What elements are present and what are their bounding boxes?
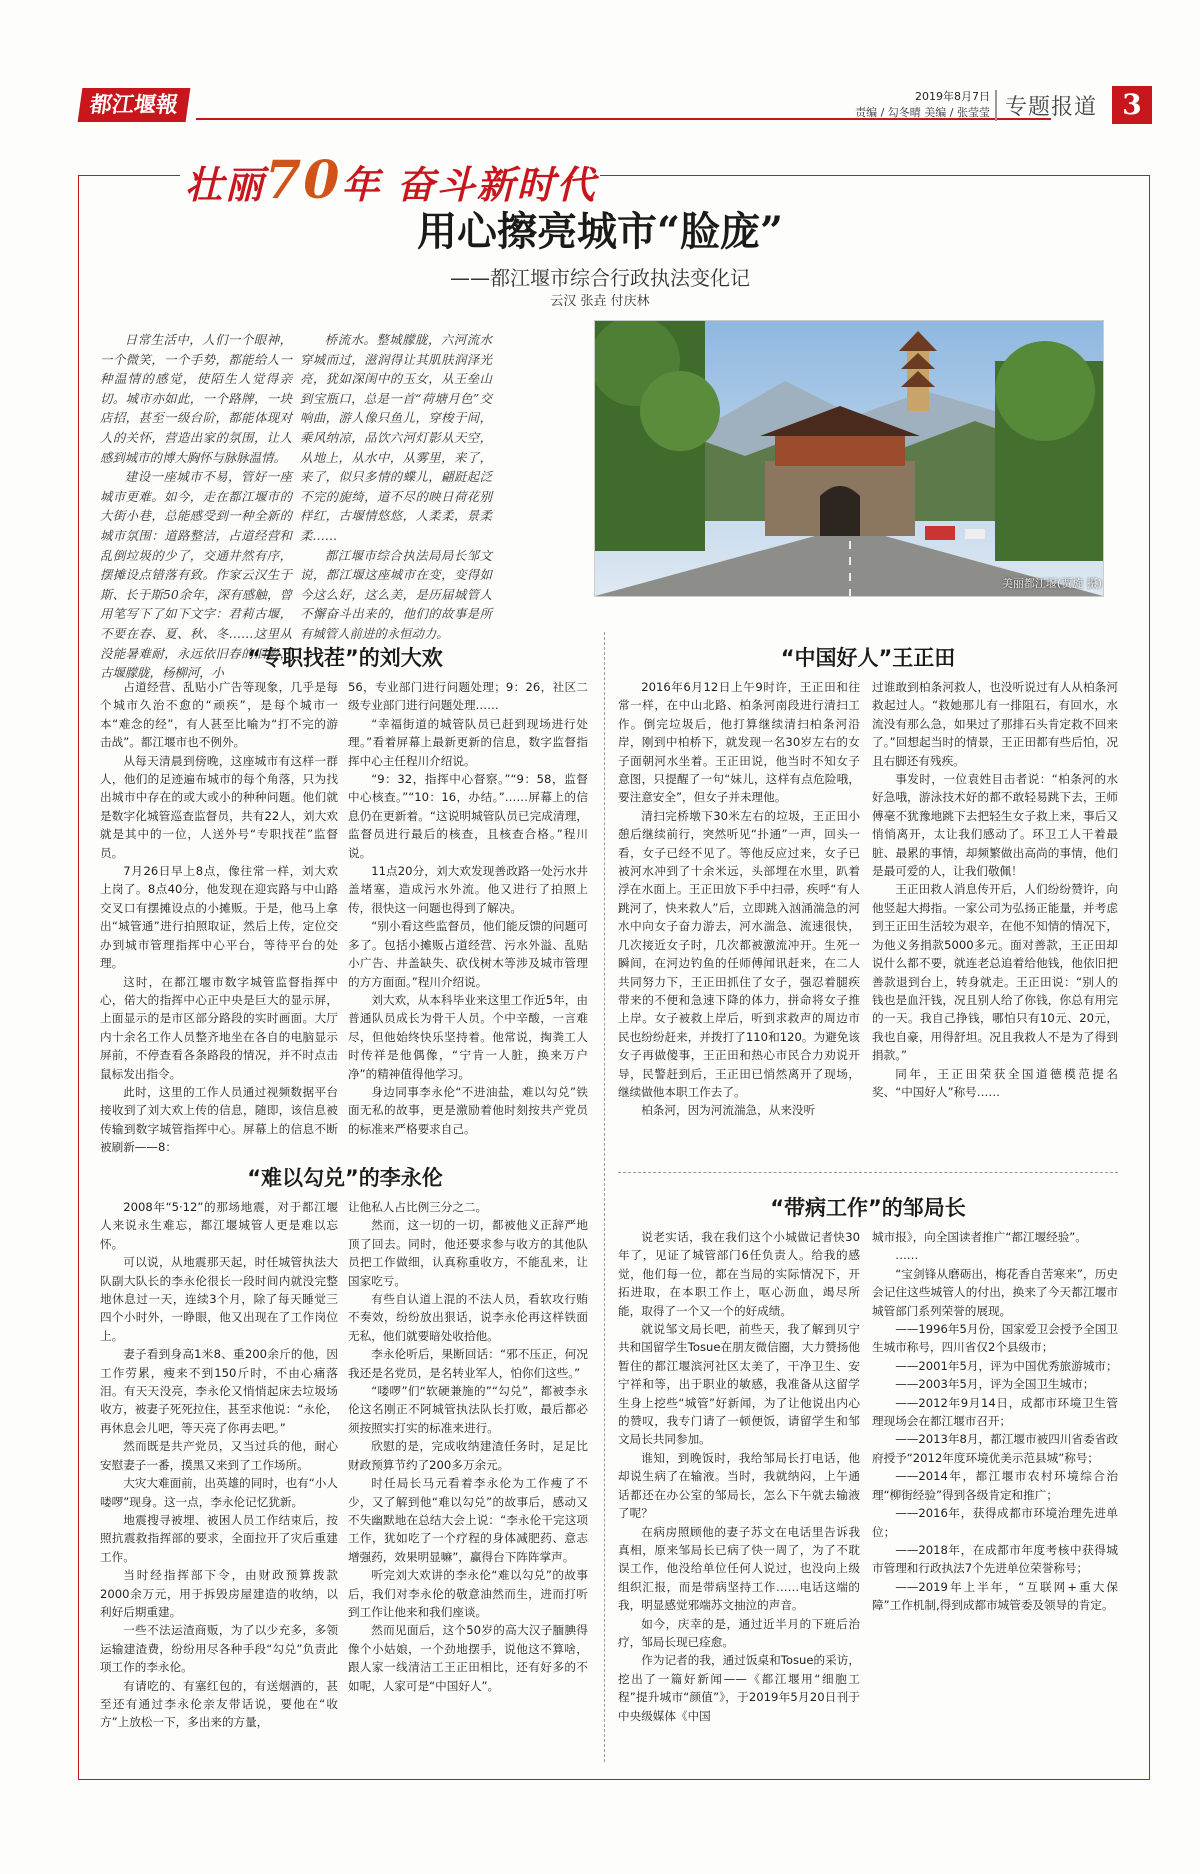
paragraph: 城市报》，向全国读者推广“都江堰经验”。 xyxy=(872,1230,1087,1244)
paragraph: 谁知，到晚饭时，我给邹局长打电话，他却说生病了在输液。当时，我就纳闷，上午通话都还在办公室的邹局长，怎么下午就去输液了呢？ xyxy=(618,1450,860,1521)
paragraph: 柏条河，因为河流湍急，从来没听 xyxy=(641,1103,816,1118)
paragraph: ——1996年5月份，国家爱卫会授予全国卫生城市称号，四川省仅2个县级市； xyxy=(872,1322,1118,1355)
paragraph: 让他私人占比例三分之二。 xyxy=(348,1200,488,1214)
paragraph: 刘大欢，从本科毕业来这里工作近5年，由普通队员成长为骨干人员。个中辛酸，一言难尽，但他始终快乐坚持着。他常说，掏粪工人时传祥是他偶像，“宁肯一人脏，换来万户净”的精神值得他学习。 xyxy=(348,992,588,1081)
article-wang-column-1 xyxy=(618,678,860,1120)
article-li-column-1 xyxy=(100,1198,338,1732)
paragraph: 桥流水。整城朦胧，六河流水穿城而过，滋润得让其肌肤润泽光亮，犹如深闺中的玉女，从王垒山到宝瓶口，总是一首“荷塘月色”交响曲，游人像只鱼儿，穿梭于间，乘风纳凉，品饮六河灯影从天空，从地上，从水中，从雾里，来了，来了，似只多情的蝶儿，翩跹起泛不完的旎绮，道不尽的映日荷花别样红，古堰情悠悠，人柔柔，景柔柔…… xyxy=(300,332,492,543)
paragraph: “喽啰”们“软硬兼施的”“勾兑”，都被李永伦这名刚正不阿城管执法队长打败，最后都必须按照实打实的标准来进行。 xyxy=(348,1384,588,1435)
paragraph: …… xyxy=(895,1248,919,1263)
article-zou-column-2 xyxy=(872,1228,1118,1615)
paragraph: 2016年6月12日上午9时许，王正田和往常一样，在中山北路、柏条河南段进行清扫工作。倒完垃圾后，他打算继续清扫柏条河沿岸，刚到中柏桥下，就发现一名30岁左右的女子面朝河水坐着。王正田说，他当时不知女子意图，只提醒了一句“妹儿，这样有点危险哦，要注意安全”，但女子并未理他。 xyxy=(618,680,860,805)
article-divider xyxy=(618,1172,1118,1173)
article-li-column-2 xyxy=(348,1198,588,1695)
paragraph: 建设一座城市不易，管好一座城市更难。如今，走在都江堰市的大街小巷，总能感受到一种全新的城市氛围：道路整洁，占道经营和乱倒垃圾的少了，交通井然有序，摆摊设点错落有致。作家云汉生于斯、长于斯50余年，深有感触，曾用笔写下了如下文字：君莉古堰，不要在春、夏、秋、冬……这里从没能暑难耐，永远依旧春的旧影，古堰朦胧，杨柳河，小 xyxy=(100,469,292,681)
paragraph: 身边同事李永伦“不进油盐，难以勾兑”铁面无私的故事，更是激励着他时刻按共产党员的标准来严格要求自己。 xyxy=(348,1084,588,1136)
slogan-part2: 年 奋斗新时代 xyxy=(341,162,597,207)
article-wang-column-2 xyxy=(872,678,1118,1101)
paragraph: 56，专业部门进行问题处理；9：26，社区二级专业部门进行问题处理…… xyxy=(348,680,588,713)
paragraph: 有请吃的、有塞红包的，有送烟酒的，甚至还有通过李永伦亲友带话说，要他在“收方”上放松一下，多出来的方量， xyxy=(100,1678,338,1730)
page-number: 3 xyxy=(1112,86,1152,124)
paragraph: 从每天清晨到傍晚，这座城市有这样一群人，他们的足迹遍布城市的每个角落，只为找出城市中存在的或大或小的种种问题。他们就是数字化城管巡查监督员，共有22人，刘大欢就是其中的一位，人送外号“专职找茬”监督员。 xyxy=(100,753,338,860)
article-title-liu: “专职找茬”的刘大欢 xyxy=(247,646,443,670)
paragraph: 事发时，一位袁姓目击者说：“柏条河的水好急哦，游泳技术好的都不敢轻易跳下去，王师傅毫不犹豫地跳下去把轻生女子救上来，事后又悄悄离开，太让我们感动了。环卫工人干着最脏、最累的事情，却频繁做出高尚的事情，他们是最可爱的人，让我们敬佩！ xyxy=(872,772,1118,879)
paragraph: 有些自认道上混的不法人员，看软攻行贿不奏效，纷纷放出狠话，说李永伦再这样铁面无私，他们就要暗处收拾他。 xyxy=(348,1292,588,1343)
paragraph: ——2001年5月，评为中国优秀旅游城市； xyxy=(895,1358,1118,1373)
paragraph: 占道经营、乱贴小广告等现象，几乎是每个城市久治不愈的“顽疾”，是每个城市一本“难念的经”，有人甚至比喻为“打不完的游击战”。都江堰市也不例外。 xyxy=(100,680,338,750)
paragraph: 王正田救人消息传开后，人们纷纷赞许，向他竖起大拇指。一家公司为弘扬正能量，并考虑到王正田生活较为艰辛，在他不知情的情况下，为他义务捐款5000多元。面对善款，王正田却说什么都不要，就连老总追着给他钱，他依旧把善款退到台上，转身就走。王正田说：“别人的钱也是血汗钱，况且别人给了你钱，你总有用完的一天。我自己挣钱，哪怕只有10元、20元，我也自豪，用得舒坦。况且我救人不是为了得到捐款。” xyxy=(872,882,1118,1063)
slogan-part1: 壮丽 xyxy=(185,162,266,207)
photo-illustration xyxy=(595,321,1103,596)
paragraph: “9：32，指挥中心督察。”“9：58，监督中心核查。”“10：16，办结。”……屏幕上的信息仍在更新着。“这说明城管队员已完成清理，监督员进行最后的核查，且核查合格。”程川说。 xyxy=(348,772,588,860)
paragraph: 然而既是共产党员，又当过兵的他，耐心安慰妻子一番，摸黑又来到了工作场所。 xyxy=(100,1439,338,1472)
paragraph: 都江堰市综合执法局局长邹文说，都江堰这座城市在变，变得如今这么好，这么美，是历届城管人不懈奋斗出来的，他们的故事是所有城管人前进的永恒动力。 xyxy=(300,547,492,641)
article-title-li: “难以勾兑”的李永伦 xyxy=(247,1166,443,1190)
paragraph: ——2014年，都江堰市农村环境综合治理“柳街经验”得到各级肯定和推广； xyxy=(872,1469,1118,1502)
section-label: 专题报道 xyxy=(995,90,1115,121)
page-headline: 用心擦亮城市“脸庞” xyxy=(416,208,783,255)
article-liu-column-1 xyxy=(100,678,338,1157)
paragraph: “幸福街道的城管队员已赶到现场进行处理。”看着屏幕上最新更新的信息，数字监督指挥中心主任程川介绍说。 xyxy=(348,716,588,768)
paragraph: ——2018年，在成都市年度考核中获得城市管理和行政执法7个先进单位荣誉称号； xyxy=(872,1542,1118,1576)
issue-date: 2019年8月7日 xyxy=(915,90,990,103)
paragraph: 李永伦听后，果断回话：“邪不压正，何况我还是名党员，是名转业军人，怕你们这些。” xyxy=(348,1347,588,1380)
paragraph: 一些不法运渣商贩，为了以少充多，多领运输建渣费，纷纷用尽各种手段“勾兑”负责此项工作的李永伦。 xyxy=(100,1623,338,1675)
paragraph: ——2019年上半年，“互联网+重大保障”工作机制,得到成都市城管委及领导的肯定。 xyxy=(872,1579,1118,1613)
paragraph: 然而，这一切的一切，都被他义正辞严地顶了回去。同时，他还要求参与收方的其他队员把工作做细，认真称重收方，不能乱来，让国家吃亏。 xyxy=(348,1218,588,1288)
article-title-zou: “带病工作”的邹局长 xyxy=(770,1196,966,1220)
paragraph: ——2016年，获得成都市环境治理先进单位； xyxy=(872,1506,1118,1539)
paragraph: 2008年“5·12”的那场地震，对于都江堰人来说永生难忘，都江堰城管人更是难以忘怀。 xyxy=(100,1200,338,1251)
paragraph: 听完刘大欢讲的李永伦“难以勾兑”的故事后，我们对李永伦的敬意油然而生，进而打听到工作让他来和我们座谈。 xyxy=(348,1568,588,1619)
article-title-wang: “中国好人”王正田 xyxy=(780,646,956,670)
paragraph: 可以说，从地震那天起，时任城管执法大队副大队长的李永伦很长一段时间内就没完整地休息过一天，连续3个月，除了每天睡觉三四个小时外，一睁眼，他又出现在了工作岗位上。 xyxy=(100,1255,338,1343)
paragraph: 同年，王正田荣获全国道德模范提名奖、“中国好人”称号…… xyxy=(872,1066,1118,1099)
intro-column-2 xyxy=(300,330,492,644)
paragraph: 过谁敢到柏条河救人，也没听说过有人从柏条河救起过人。“救她那儿有一排阻石，有回水，水流没有那么急，如果过了那排石头肯定救不回来了。”回想起当时的情景，王正田都有些后怕，况且右脚还有残疾。 xyxy=(872,680,1118,768)
paragraph: 作为记者的我，通过饭桌和Tosue的采访，挖出了一篇好新闻——《都江堰用“细胞工程”提升城市“颜值”》，于2019年5月20日刊于中央级媒体《中国 xyxy=(618,1653,860,1723)
paragraph: 清扫完桥墩下30米左右的垃圾，王正田小憩后继续前行，突然听见“扑通”一声，回头一看，女子已经不见了。等他反应过来，女子已被河水冲到了十余米远，头部埋在水里，趴着浮在水面上。王正田放下手中扫帚，疾呼“有人跳河了，快来救人”后，立即跳入汹涌湍急的河水中向女子奋力游去，河水湍急、流速很快，几次接近女子时，几次都被激流冲开。生死一瞬间，在河边钓鱼的任师傅闻讯赶来，在二人共同努力下，王正田抓住了女子，强忍着腿疾带来的不便和急速下降的体力，拼命将女子推上岸。女子被救上岸后，听到求救声的周边市民也纷纷赶来，并拨打了110和120。为避免该女子再做傻事，王正田和热心市民合力劝说开导，民警赶到后，王正田已悄然离开了现场，继续做他本职工作去了。 xyxy=(618,808,860,1099)
paragraph: 就说邹文局长吧，前些天，我了解到贝宁共和国留学生Tosue在朋友微信圈，大力赞扬他暂住的都江堰滨河社区太美了，干净卫生、安宁祥和等，出于职业的敏感，我准备从这留学生身上挖些“城管”好新闻，为了让他说出内心的赞叹，我专门请了一顿便饭，请留学生和邹文局长共同参加。 xyxy=(618,1322,860,1447)
paragraph: 这时，在都江堰市数字城管监督指挥中心，偌大的指挥中心正中央是巨大的显示屏，上面显示的是市区部分路段的实时画面。大厅内十余名工作人员整齐地坐在各自的电脑显示屏前，不停查看各条路段的情况，并不时点击鼠标发出指令。 xyxy=(100,974,338,1081)
paragraph: 地震搜寻被埋、被困人员工作结束后，按照抗震救指挥部的要求，全面拉开了灾后重建工作。 xyxy=(100,1512,338,1564)
paragraph: 欣慰的是，完成收纳建渣任务时，足足比财政预算节约了200多万余元。 xyxy=(348,1439,588,1472)
paragraph: 妻子看到身高1米8、重200余斤的他，因工作劳累，瘦来不到150斤时，不由心痛落泪。有天天没亮，李永伦又悄悄起床去垃圾场收方，被妻子死死拉住，甚至求他说：“永伦，再休息会儿吧，等天亮了你再去吧。” xyxy=(100,1347,338,1435)
byline: 云汉 张垚 付庆林 xyxy=(550,294,650,309)
paragraph: 如今，庆幸的是，通过近半月的下班后治疗，邹局长现已痊愈。 xyxy=(618,1616,860,1649)
editor-credits: 责编 / 勾冬晴 美编 / 张莹莹 xyxy=(855,106,990,119)
paragraph: 时任局长马元看着李永伦为工作瘦了不少，又了解到他“难以勾兑”的故事后，感动又不失幽默地在总结大会上说：“李永伦干完这项工作，犹如吃了一个疗程的身体减肥药、意志增强药，效果明显嘛”，赢得台下阵阵掌声。 xyxy=(348,1476,588,1564)
paragraph: ——2012年9月14日，成都市环境卫生管理现场会在都江堰市召开； xyxy=(872,1395,1118,1429)
paragraph: 说老实话，我在我们这个小城做记者快30年了，见证了城管部门6任负责人。给我的感觉，他们每一位，都在当局的实际情况下，开拓进取，在本职工作上，呕心沥血，竭尽所能，取得了一个又一个的好成绩。 xyxy=(618,1230,860,1318)
paragraph: ——2003年5月，评为全国卫生城市； xyxy=(895,1377,1095,1392)
city-gate-photo xyxy=(594,320,1104,597)
paragraph: “宝剑锋从磨砺出，梅花香自苦寒来”，历史会记住这些城管人的付出，换来了今天都江堰市城管部门系列荣誉的展现。 xyxy=(872,1266,1118,1318)
paragraph: 大灾大难面前，出英雄的同时，也有“小人喽啰”现身。这一点，李永伦记忆犹新。 xyxy=(100,1476,338,1509)
paragraph: 当时经指挥部下令，由财政预算拨款2000余万元，用于拆毁房屋建造的收纳，以利好后期重建。 xyxy=(100,1568,338,1619)
article-liu-column-2 xyxy=(348,678,588,1138)
photo-caption: 美丽都江堰(贾旋 摄) xyxy=(1001,577,1102,590)
newspaper-logo: 都江堰報 xyxy=(78,88,191,122)
intro-column-1 xyxy=(100,330,292,683)
paragraph: 然而见面后，这个50岁的高大汉子腼腆得像个小姑娘，一个劲地摆手，说他这不算啥，跟人家一线清洁工王正田相比，还有好多的不如呢，人家可是“中国好人”。 xyxy=(348,1623,588,1693)
column-divider xyxy=(604,632,605,1762)
slogan-number: 70 xyxy=(265,150,342,211)
paragraph: 在病房照顾他的妻子苏文在电话里告诉我真相，原来邹局长已病了快一周了，为了不耽误工作，他没给单位任何人说过，也没向上级组织汇报，而是带病坚持工作……电话这端的我，明显感觉邪端苏文抽泣的声音。 xyxy=(618,1524,860,1613)
paragraph: 日常生活中，人们一个眼神，一个微笑，一个手势，都能给人一种温情的感觉，使陌生人觉得亲切。城市亦如此，一个路牌，一块店招，甚至一级台阶，都能体现对人的关怀，营造出家的氛围，让人感到城市的博大胸怀与脉脉温情。 xyxy=(100,332,292,465)
paragraph: ——2013年8月，都江堰市被四川省委省政府授予“2012年度环境优美示范县城”称号； xyxy=(872,1432,1118,1465)
paragraph: 此时，这里的工作人员通过视频数据平台接收到了刘大欢上传的信息，随即，该信息被传输到数字城管指挥中心。屏幕上的信息不断被刷新——8： xyxy=(100,1084,338,1155)
paragraph: 7月26日早上8点，像往常一样，刘大欢上岗了。8点40分，他发现在迎宾路与中山路交叉口有摆摊设点的小摊贩。于是，他马上拿出“城管通”进行拍照取证，然后上传，定位交办到城市管理指挥中心平台，等待平台的处理。 xyxy=(100,864,338,971)
paragraph: 11点20分，刘大欢发现善政路一处污水井盖堵塞，造成污水外流。他又进行了拍照上传，很快这一问题也得到了解决。 xyxy=(348,864,588,915)
paragraph: “别小看这些监督员，他们能反馈的问题可多了。包括小摊贩占道经营、污水外溢、乱贴小广告、井盖缺失、砍伐树木等涉及城市管理的方方面面。”程川介绍说。 xyxy=(348,919,588,989)
article-zou-column-1 xyxy=(618,1228,860,1725)
page-subheadline: ——都江堰市综合行政执法变化记 xyxy=(450,266,750,290)
